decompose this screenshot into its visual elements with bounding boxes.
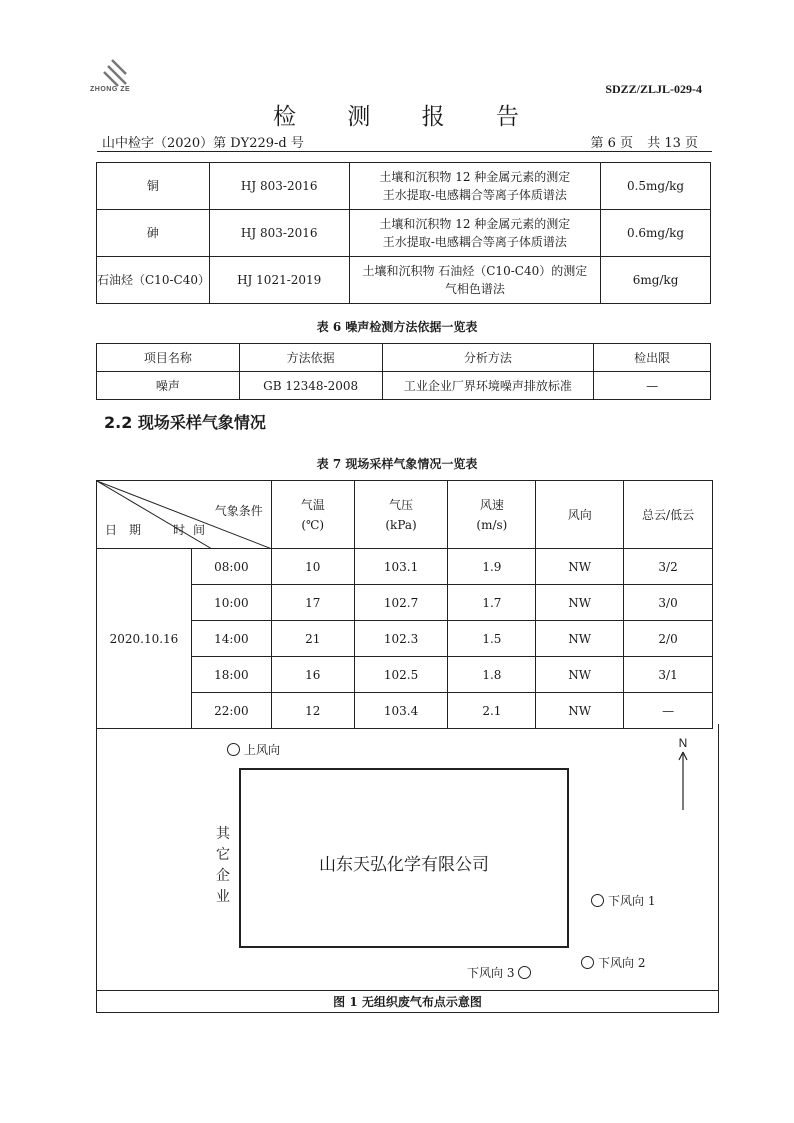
cloud-cell: 3/1 (624, 657, 713, 693)
downwind-2-label: 下风向 2 (598, 956, 646, 970)
logo-text: ZHONG ZE (90, 86, 131, 93)
temp-cell: 17 (271, 585, 354, 621)
pressure-cell: 103.1 (354, 549, 448, 585)
sampling-point-icon (227, 743, 240, 756)
downwind-point-2 (581, 954, 649, 971)
report-number: 山中检字（2020）第 DY229-d 号 (102, 136, 304, 151)
standard-cell: HJ 803-2016 (209, 163, 349, 210)
column-header: 总云/低云 (624, 481, 713, 549)
cloud-cell: 3/0 (624, 585, 713, 621)
table-row (97, 549, 713, 585)
standard-cell: HJ 803-2016 (209, 210, 349, 257)
downwind-point-1 (591, 892, 659, 909)
table-header-row (97, 344, 711, 372)
table7-caption: 表 7 现场采样气象情况一览表 (316, 457, 478, 471)
time-cell: 18:00 (191, 657, 271, 693)
table-row (97, 257, 711, 304)
limit-cell: — (594, 372, 711, 400)
north-arrow-icon (671, 750, 695, 812)
upwind-point (227, 741, 284, 758)
column-header: 项目名称 (97, 344, 240, 372)
pressure-cell: 102.5 (354, 657, 448, 693)
time-cell: 10:00 (191, 585, 271, 621)
item-cell: 石油烃（C10-C40） (97, 257, 210, 304)
method-cell: 土壤和沉积物 12 种金属元素的测定 王水提取-电感耦合等离子体质谱法 (349, 210, 601, 257)
north-label: N (678, 736, 688, 750)
temp-cell: 16 (271, 657, 354, 693)
limit-cell: 0.5mg/kg (601, 163, 711, 210)
sampling-point-icon (518, 966, 531, 979)
wind-speed-cell: 1.8 (448, 657, 536, 693)
wind-speed-cell: 1.7 (448, 585, 536, 621)
temp-cell: 10 (271, 549, 354, 585)
pressure-cell: 102.3 (354, 621, 448, 657)
wind-dir-cell: NW (536, 657, 624, 693)
pressure-cell: 102.7 (354, 585, 448, 621)
plant-boundary (239, 768, 569, 948)
column-header: 分析方法 (382, 344, 594, 372)
column-header: 风向 (536, 481, 624, 549)
column-header: 检出限 (594, 344, 711, 372)
column-header: 风速 (m/s) (448, 481, 536, 549)
sampling-point-icon (581, 956, 594, 969)
table-row (97, 372, 711, 400)
report-title: 检 测 报 告 (273, 104, 541, 130)
limit-cell: 0.6mg/kg (601, 210, 711, 257)
page-number: 第 6 页 (590, 136, 634, 151)
section-title: 2.2 现场采样气象情况 (104, 413, 266, 432)
wind-dir-cell: NW (536, 693, 624, 729)
table-row (97, 210, 711, 257)
item-cell: 砷 (97, 210, 210, 257)
upwind-label: 上风向 (244, 743, 281, 757)
wind-speed-cell: 1.5 (448, 621, 536, 657)
date-cell: 2020.10.16 (97, 549, 192, 729)
page-total: 共 13 页 (647, 136, 698, 151)
method-cell: 土壤和沉积物 石油烃（C10-C40）的测定 气相色谱法 (349, 257, 601, 304)
time-cell: 22:00 (191, 693, 271, 729)
wind-dir-cell: NW (536, 549, 624, 585)
cloud-cell: 3/2 (624, 549, 713, 585)
cloud-cell: 2/0 (624, 621, 713, 657)
cloud-cell: — (624, 693, 713, 729)
method-cell: 工业企业厂界环境噪声排放标准 (382, 372, 594, 400)
limit-cell: 6mg/kg (601, 257, 711, 304)
column-header: 气压 (kPa) (354, 481, 448, 549)
standard-cell: GB 12348-2008 (239, 372, 382, 400)
wind-dir-cell: NW (536, 621, 624, 657)
time-label: 时间 (173, 523, 214, 537)
item-cell: 噪声 (97, 372, 240, 400)
table-header-row (97, 481, 713, 549)
temp-cell: 12 (271, 693, 354, 729)
table-row (97, 163, 711, 210)
diagonal-header-cell (97, 481, 272, 549)
sampling-layout-figure (96, 724, 719, 1013)
other-enterprise-label: 其它企业 (216, 826, 230, 905)
downwind-3-label: 下风向 3 (467, 966, 515, 980)
plant-name: 山东天弘化学有限公司 (319, 855, 489, 875)
downwind-1-label: 下风向 1 (608, 894, 656, 908)
item-cell: 铜 (97, 163, 210, 210)
temp-cell: 21 (271, 621, 354, 657)
condition-label: 气象条件 (214, 504, 263, 518)
time-cell: 08:00 (191, 549, 271, 585)
standard-cell: HJ 1021-2019 (209, 257, 349, 304)
column-header: 方法依据 (239, 344, 382, 372)
header-divider (97, 151, 712, 152)
table6-caption: 表 6 噪声检测方法依据一览表 (316, 320, 478, 334)
page-indicator (581, 132, 699, 151)
date-label: 日期 (105, 523, 154, 537)
column-header: 气温 (℃) (271, 481, 354, 549)
wind-speed-cell: 1.9 (448, 549, 536, 585)
weather-table (96, 480, 713, 729)
time-cell: 14:00 (191, 621, 271, 657)
downwind-point-3 (463, 964, 531, 981)
document-code: SDZZ/ZLJL-029-4 (605, 82, 702, 96)
wind-speed-cell: 2.1 (448, 693, 536, 729)
pressure-cell: 103.4 (354, 693, 448, 729)
metal-method-table (96, 162, 711, 304)
sampling-point-icon (591, 894, 604, 907)
method-cell: 土壤和沉积物 12 种金属元素的测定 王水提取-电感耦合等离子体质谱法 (349, 163, 601, 210)
figure-caption: 图 1 无组织废气布点示意图 (97, 990, 718, 1012)
wind-dir-cell: NW (536, 585, 624, 621)
noise-method-table (96, 343, 711, 400)
